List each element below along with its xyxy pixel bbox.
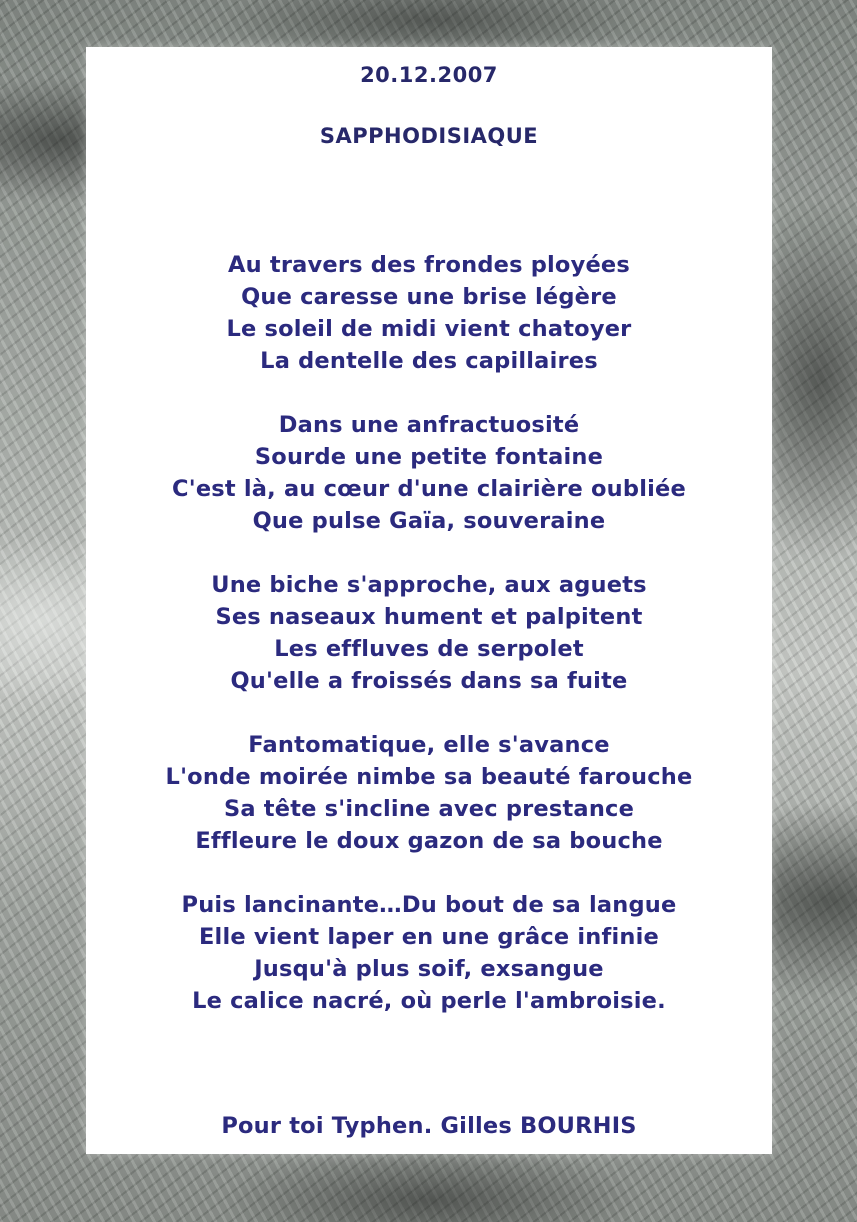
poem-line: Le soleil de midi vient chatoyer xyxy=(226,316,632,342)
poem-line: Dans une anfractuosité xyxy=(278,412,580,438)
poem-date: 20.12.2007 xyxy=(360,63,498,87)
poem-line: Une biche s'approche, aux aguets xyxy=(211,572,647,598)
poem-line: La dentelle des capillaires xyxy=(260,348,598,374)
poem-line: Sa tête s'incline avec prestance xyxy=(223,796,635,822)
poem-line: Fantomatique, elle s'avance xyxy=(248,732,610,758)
stanza-5 xyxy=(86,889,772,1017)
poem-line: Les effluves de serpolet xyxy=(274,636,584,662)
poem-line: Au travers des frondes ployées xyxy=(228,252,630,278)
poem-line: C'est là, au cœur d'une clairière oubliée xyxy=(172,476,686,502)
poem-body xyxy=(86,249,772,1049)
poem-line: Jusqu'à plus soif, exsangue xyxy=(254,956,604,982)
poem-sheet xyxy=(86,47,772,1154)
poem-line: Qu'elle a froissés dans sa fuite xyxy=(230,668,628,694)
poem-line: Ses naseaux hument et palpitent xyxy=(215,604,643,630)
poem-title: SAPPHODISIAQUE xyxy=(319,124,539,148)
poem-line: Elle vient laper en une grâce infinie xyxy=(198,924,659,950)
poem-line: L'onde moirée nimbe sa beauté farouche xyxy=(165,764,693,790)
poem-dedication: Pour toi Typhen. Gilles BOURHIS xyxy=(221,1113,637,1139)
stanza-4 xyxy=(86,729,772,857)
poem-line: Effleure le doux gazon de sa bouche xyxy=(195,828,663,854)
poem-line: Le calice nacré, où perle l'ambroisie. xyxy=(192,988,666,1014)
poem-line: Que caresse une brise légère xyxy=(241,284,617,310)
poem-line: Que pulse Gaïa, souveraine xyxy=(252,508,606,534)
stanza-1 xyxy=(86,249,772,377)
stanza-3 xyxy=(86,569,772,697)
stanza-2 xyxy=(86,409,772,537)
poem-line: Puis lancinante…Du bout de sa langue xyxy=(181,892,677,918)
poem-line: Sourde une petite fontaine xyxy=(254,444,604,470)
